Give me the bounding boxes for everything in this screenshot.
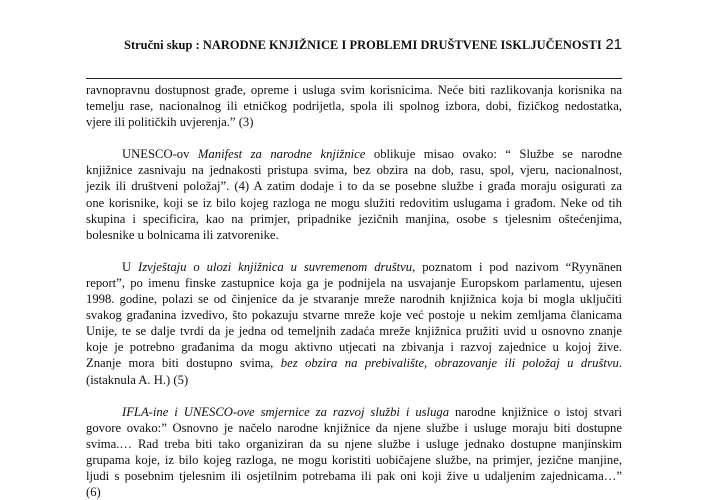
text-line: koje je potrebno građanima da mogu aktivno utjecati na zbivanja i razvoj zajednice u kojoj žive. bbox=[86, 340, 622, 355]
header-rule bbox=[86, 78, 622, 79]
text-run: narodne knjižnice o istoj stvari bbox=[449, 404, 622, 419]
text-run: U bbox=[122, 259, 139, 274]
text-line: bolesnike u bolnicama ili zatvorenike. bbox=[86, 227, 279, 242]
italic-title: Izvještaju o ulozi knjižnica u suvremenom društvu bbox=[138, 259, 413, 274]
text-line: 1998. godine, polazi se od činjenice da je stvaranje mreže narodnih knjižnica koja bi mogla uključiti bbox=[86, 292, 622, 307]
text-line bbox=[86, 259, 622, 275]
text-line: skupina i specificira, kao na primjer, pripadnike jezičnih manjina, osobe s tjelesnim oštećenjima, bbox=[86, 211, 622, 226]
text-line: ravnopravnu dostupnost građe, opreme i usluga svim korisnicima. Neće biti razlikovanja korisnika na bbox=[86, 83, 622, 97]
italic-title: Manifest za narodne knjižnice bbox=[197, 147, 366, 162]
text-line bbox=[86, 146, 622, 162]
text-run: . bbox=[618, 356, 623, 371]
text-line: svima.… Rad treba biti tako organiziran da su njene službe i usluge jednako dostupne manjinskim bbox=[86, 436, 622, 451]
paragraph-3 bbox=[86, 259, 622, 388]
text-line: jezik ili društveni položaj”. (4) A zatim dodaje i to da se posebne službe i građa moraju osigurati za bbox=[86, 179, 622, 194]
text-line bbox=[86, 404, 622, 420]
italic-title: IFLA-ine i UNESCO-ove smjernice za razvoj službi i usluga bbox=[122, 404, 450, 419]
text-line: (istaknula A. H.) (5) bbox=[86, 372, 189, 387]
text-line: Unije, te se dalje tvrdi da je jedna od temeljnih zadaća mreže knjižnica pružiti uvid u osnovno znanje bbox=[86, 324, 622, 339]
text-line: govore ovako:” Osnovno je načelo narodne knjižnice da njene službe i usluge moraju biti dostupne bbox=[86, 420, 622, 435]
text-line: ljudi s posebnim tjelesnim ili osjetilnim potrebama ili pak oni koji žive u udaljenim zajednicama…” bbox=[86, 468, 622, 483]
body-text bbox=[86, 82, 622, 500]
text-run: oblikuje misao ovako: “ Službe se narodne bbox=[365, 147, 623, 162]
text-line: knjižnice zasnivaju na jednakosti pristupa svima, bez obzira na dob, rasu, spol, vjeru, nacionalnost, bbox=[86, 163, 622, 178]
text-run: UNESCO-ov bbox=[122, 147, 198, 162]
running-title: Stručni skup : NARODNE KNJIŽNICE I PROBLEMI DRUŠTVENE ISKLJUČENOSTI bbox=[124, 38, 602, 52]
text-line: report”, po imenu finske zastupnice koja ga je podnijela na usvajanje Europskom parlamentu, ujesen bbox=[86, 275, 622, 290]
text-line: (6) bbox=[86, 485, 101, 500]
text-line: one korisnike, koji se iz bilo kojeg razloga ne mogu služiti redovitim uslugama i građom. Neke od tih bbox=[86, 195, 622, 210]
text-line: temelju rase, nacionalnog ili etničkog podrijetla, spola ili spolnog izbora, dobi, fizičkog nedostatka, bbox=[86, 99, 622, 114]
text-line: svakog građanina izvedivo, što pokazuju stvarne mreže koje već postoje u nekim zemljama članicama bbox=[86, 308, 622, 323]
text-run: , poznatom i pod nazivom “Ryynänen bbox=[412, 259, 623, 274]
italic-emphasis: bez obzira na prebivalište, obrazovanje ili položaj u društvu bbox=[280, 356, 619, 371]
text-line: vjere ili političkih uvjerenja.” (3) bbox=[86, 115, 254, 130]
text-line bbox=[86, 355, 622, 371]
paragraph-1 bbox=[86, 82, 622, 130]
paragraph-2 bbox=[86, 146, 622, 243]
page-number: 21 bbox=[605, 36, 622, 53]
text-line: grupama koje, iz bilo kojeg razloga, ne mogu koristiti uobičajene službe, na primjer, jezične manjine, bbox=[86, 452, 622, 467]
text-run: Znanje mora biti dostupno svima, bbox=[86, 356, 281, 371]
page-header bbox=[86, 36, 622, 58]
